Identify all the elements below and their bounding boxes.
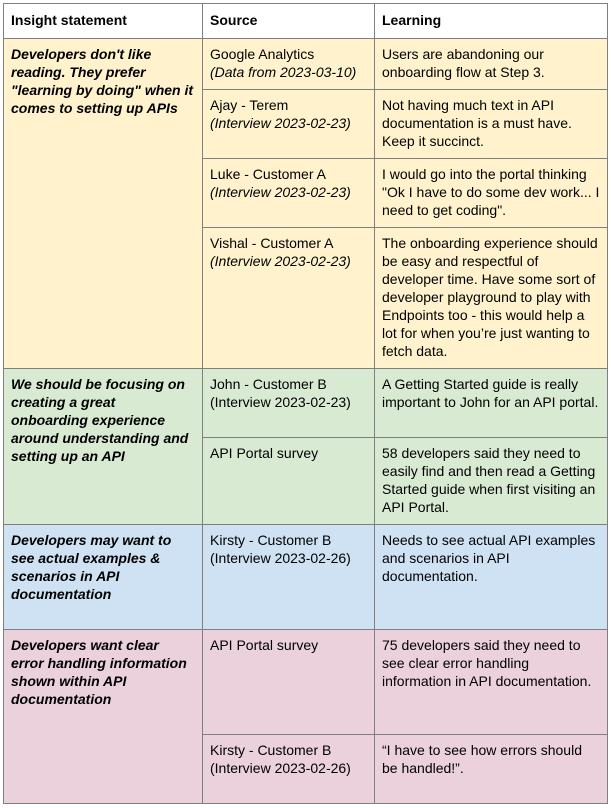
- source-date: (Interview 2023-02-26): [210, 550, 351, 566]
- learning-cell: “I have to see how errors should be handled!”.: [375, 735, 608, 804]
- learning-cell: 75 developers said they need to see clear error handling information in API documentation.: [375, 630, 608, 735]
- insights-table: [3, 3, 608, 804]
- source-date: (Data from 2023-03-10): [210, 64, 357, 80]
- source-cell: [203, 159, 375, 228]
- source-cell: [203, 90, 375, 159]
- table-row: [4, 39, 608, 90]
- insight-cell: Developers don't like reading. They prefer "learning by doing" when it comes to setting up APIs: [4, 39, 203, 369]
- learning-cell: 58 developers said they need to easily find and then read a Getting Started guide when first visiting an API Portal.: [375, 438, 608, 525]
- source-name: API Portal survey: [210, 637, 319, 653]
- learning-cell: Users are abandoning our onboarding flow at Step 3.: [375, 39, 608, 90]
- source-cell: [203, 39, 375, 90]
- source-date: (Interview 2023-02-23): [210, 394, 351, 410]
- source-name: API Portal survey: [210, 445, 319, 461]
- learning-cell: The onboarding experience should be easy and respectful of developer time. Have some sort of developer playground to play with Endpoints too - this would help a lot for when you’re just wanting to fetch data.: [375, 228, 608, 369]
- source-cell: [203, 630, 375, 735]
- source-name: Kirsty - Customer B: [210, 532, 332, 548]
- source-name: John - Customer B: [210, 376, 327, 392]
- source-cell: [203, 369, 375, 438]
- source-date: (Interview 2023-02-26): [210, 760, 351, 776]
- table-row: [4, 525, 608, 630]
- insight-cell: Developers may want to see actual examples & scenarios in API documentation: [4, 525, 203, 630]
- header-insight: Insight statement: [4, 4, 203, 39]
- source-date: (Interview 2023-02-23): [210, 253, 351, 269]
- source-name: Google Analytics: [210, 46, 315, 62]
- source-date: (Interview 2023-02-23): [210, 184, 351, 200]
- source-cell: [203, 525, 375, 630]
- source-name: Ajay - Terem: [210, 97, 289, 113]
- learning-cell: I would go into the portal thinking "Ok I have to do some dev work... I need to get coding".: [375, 159, 608, 228]
- learning-cell: A Getting Started guide is really important to John for an API portal.: [375, 369, 608, 438]
- source-name: Luke - Customer A: [210, 166, 326, 182]
- source-date: (Interview 2023-02-23): [210, 115, 351, 131]
- source-cell: [203, 438, 375, 525]
- learning-cell: Not having much text in API documentation is a must have. Keep it succinct.: [375, 90, 608, 159]
- header-learning: Learning: [375, 4, 608, 39]
- source-name: Vishal - Customer A: [210, 235, 334, 251]
- insight-cell: We should be focusing on creating a great onboarding experience around understanding and setting up an API: [4, 369, 203, 525]
- table-row: [4, 369, 608, 438]
- insight-cell: Developers want clear error handling information shown within API documentation: [4, 630, 203, 804]
- header-row: [4, 4, 608, 39]
- header-source: Source: [203, 4, 375, 39]
- learning-cell: Needs to see actual API examples and scenarios in API documentation.: [375, 525, 608, 630]
- source-name: Kirsty - Customer B: [210, 742, 332, 758]
- source-cell: [203, 735, 375, 804]
- table-row: [4, 630, 608, 735]
- source-cell: [203, 228, 375, 369]
